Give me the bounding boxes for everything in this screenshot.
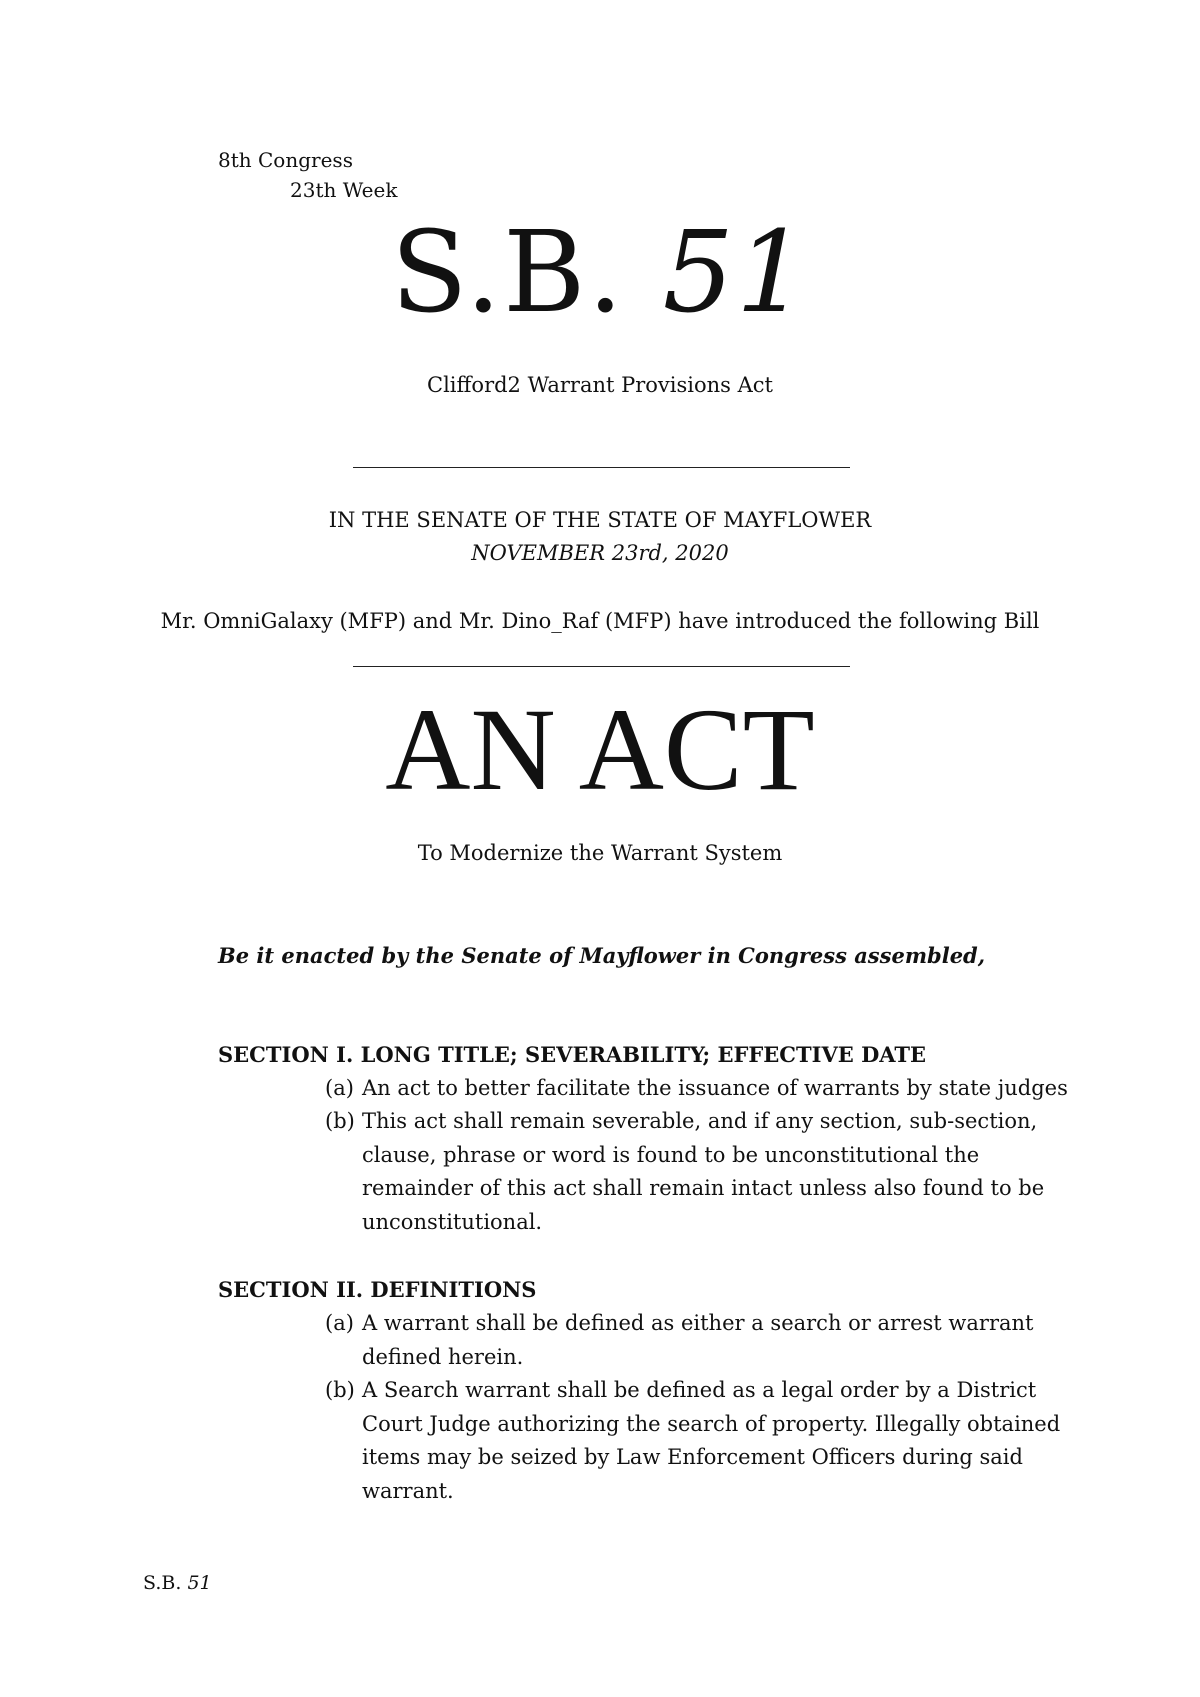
- clause-text: A Search warrant shall be defined as a legal order by a District Court Judge authorizing the search of property. Illegally obtained items may be seized by Law Enforcement Officers during said warrant.: [362, 1378, 1061, 1503]
- section-clause: [325, 1307, 1085, 1374]
- section-clause: [325, 1105, 1085, 1239]
- clause-marker: (b): [325, 1109, 355, 1133]
- congress-week: 23th Week: [290, 178, 398, 202]
- sponsors-line: Mr. OmniGalaxy (MFP) and Mr. Dino_Raf (MFP) have introduced the following Bill: [160, 609, 1040, 633]
- clause-marker: (b): [325, 1378, 355, 1402]
- act-heading: AN ACT: [385, 684, 815, 815]
- divider-top: [353, 467, 850, 468]
- enacting-clause: Be it enacted by the Senate of Mayflower in Congress assembled,: [218, 943, 986, 968]
- bill-number: 51: [662, 208, 810, 338]
- chamber-line: IN THE SENATE OF THE STATE OF MAYFLOWER: [328, 508, 872, 532]
- section-heading: SECTION II. DEFINITIONS: [218, 1277, 537, 1302]
- bill-number-title: [0, 208, 1200, 338]
- clause-marker: (a): [325, 1076, 354, 1100]
- divider-bottom: [353, 666, 850, 667]
- bill-short-title: Clifford2 Warrant Provisions Act: [427, 373, 773, 397]
- section-heading: SECTION I. LONG TITLE; SEVERABILITY; EFFECTIVE DATE: [218, 1042, 927, 1067]
- section-clause: [325, 1072, 1085, 1106]
- clause-text: This act shall remain severable, and if any section, sub-section, clause, phrase or word is found to be unconstitutional the remainder of this act shall remain intact unless also found to be unconstitutional.: [362, 1109, 1045, 1234]
- bill-prefix: S.B.: [390, 208, 626, 338]
- clause-marker: (a): [325, 1311, 354, 1335]
- footer-prefix: S.B.: [143, 1572, 182, 1594]
- clause-text: An act to better facilitate the issuance of warrants by state judges: [362, 1076, 1068, 1100]
- footer-number: 51: [187, 1572, 212, 1594]
- section-clause: [325, 1374, 1085, 1508]
- page-footer: [143, 1572, 212, 1594]
- introduction-date: NOVEMBER 23rd, 2020: [471, 541, 729, 565]
- clause-text: A warrant shall be defined as either a search or arrest warrant defined herein.: [362, 1311, 1034, 1369]
- act-purpose: To Modernize the Warrant System: [417, 841, 783, 865]
- congress-number: 8th Congress: [218, 148, 353, 172]
